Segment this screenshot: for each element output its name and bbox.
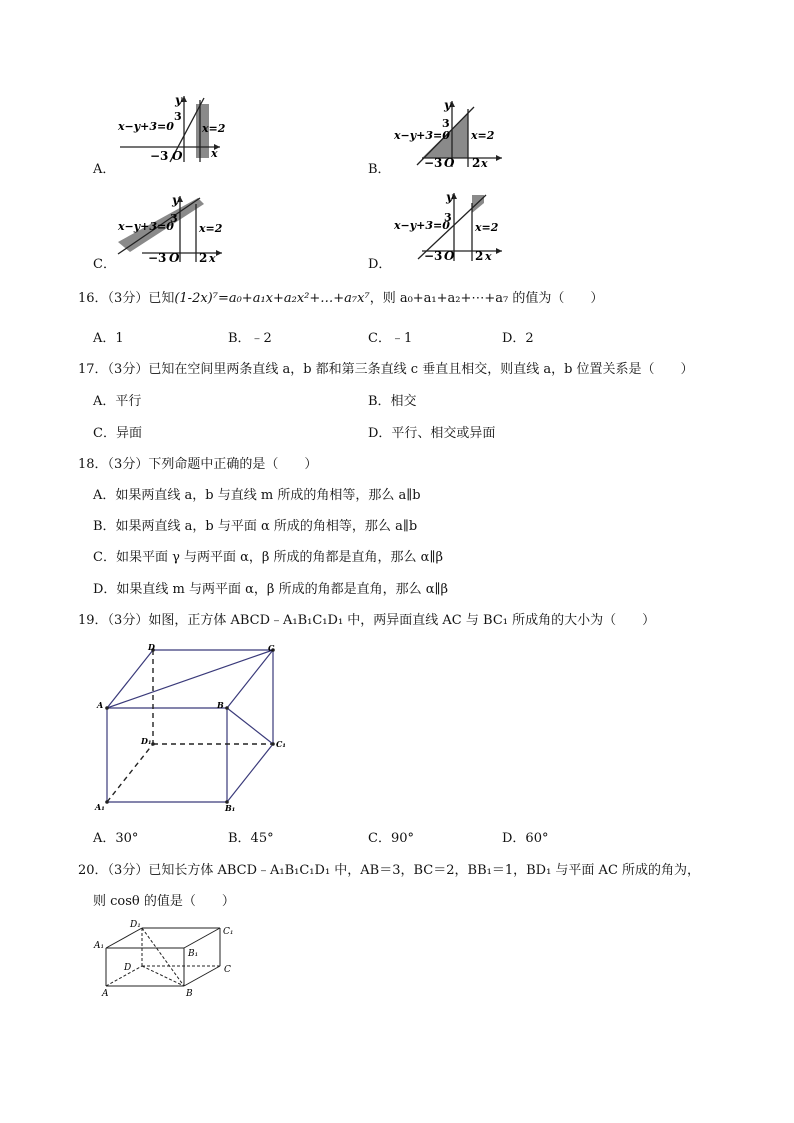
svg-text:x: x xyxy=(211,147,218,160)
svg-text:x=2: x=2 xyxy=(471,129,495,142)
option-a-graph xyxy=(112,90,232,165)
q19-cube-figure xyxy=(90,640,300,820)
svg-text:B₁: B₁ xyxy=(225,803,236,813)
q19-option-d: D．60° xyxy=(502,831,549,846)
svg-text:O: O xyxy=(169,251,180,265)
q20-stem-line1: 20．（3分）已知长方体 ABCD﹣A₁B₁C₁D₁ 中，AB＝3，BC＝2，BB₁＝1，BD₁ 与平面 AC 所成的角为， xyxy=(78,863,701,878)
svg-text:−3: −3 xyxy=(148,251,167,265)
svg-text:x=2: x=2 xyxy=(199,222,223,235)
svg-text:x−y+3=0: x−y+3=0 xyxy=(118,120,174,133)
svg-text:O: O xyxy=(444,156,455,170)
svg-text:3: 3 xyxy=(170,212,178,225)
svg-text:D₁: D₁ xyxy=(141,736,152,746)
svg-text:A: A xyxy=(97,700,104,710)
svg-text:A₁: A₁ xyxy=(95,802,105,812)
svg-text:O: O xyxy=(172,149,183,163)
svg-text:x−y+3=0: x−y+3=0 xyxy=(118,220,174,233)
svg-text:D: D xyxy=(148,642,155,652)
svg-text:O: O xyxy=(444,249,455,263)
q19-option-a: A．30° xyxy=(93,831,139,846)
option-b-graph xyxy=(392,95,512,170)
svg-text:x−y+3=0: x−y+3=0 xyxy=(394,219,450,232)
option-d-graph xyxy=(392,185,512,265)
option-c-letter: C． xyxy=(93,257,116,272)
q16-option-c: C．﹣1 xyxy=(368,331,413,346)
q16-formula: (1-2x)⁷=a₀+a₁x+a₂x²+…+a₇x⁷ xyxy=(174,291,370,306)
svg-text:2: 2 xyxy=(475,249,484,263)
svg-text:x=2: x=2 xyxy=(202,122,226,135)
svg-text:y: y xyxy=(446,190,453,204)
q18-option-b: B．如果两直线 a，b 与平面 α 所成的角相等，那么 a∥b xyxy=(93,519,418,534)
svg-text:C₁: C₁ xyxy=(223,927,234,937)
svg-text:x=2: x=2 xyxy=(475,221,499,234)
svg-text:A₁: A₁ xyxy=(94,941,105,951)
q20-box-figure xyxy=(92,918,252,1000)
svg-text:y: y xyxy=(175,93,182,107)
svg-text:−3: −3 xyxy=(424,156,443,170)
q17-stem: 17．（3分）已知在空间里两条直线 a，b 都和第三条直线 c 垂直且相交，则直线 a，b 位置关系是（ ） xyxy=(78,362,694,377)
svg-text:x: x xyxy=(481,157,488,170)
q16-option-b: B．﹣2 xyxy=(228,331,272,346)
q18-option-a: A．如果两直线 a，b 与直线 m 所成的角相等，那么 a∥b xyxy=(93,488,421,503)
svg-text:−3: −3 xyxy=(150,149,169,163)
q17-option-d: D．平行、相交或异面 xyxy=(368,426,496,441)
option-a-letter: A． xyxy=(93,162,116,177)
q17-option-a: A．平行 xyxy=(93,394,142,409)
svg-text:D₁: D₁ xyxy=(130,920,141,930)
option-b-letter: B． xyxy=(368,162,391,177)
svg-text:B: B xyxy=(186,989,193,999)
svg-text:x−y+3=0: x−y+3=0 xyxy=(394,129,450,142)
q16-option-d: D．2 xyxy=(502,331,534,346)
svg-text:C: C xyxy=(224,965,231,975)
q19-option-b: B．45° xyxy=(228,831,274,846)
svg-text:D: D xyxy=(124,963,132,973)
q16-stem: 16．（3分）已知(1-2x)⁷=a₀+a₁x+a₂x²+…+a₇x⁷，则 a₀+a₁+a₂+⋯+a₇ 的值为（ ） xyxy=(78,291,604,306)
q19-stem: 19．（3分）如图，正方体 ABCD﹣A₁B₁C₁D₁ 中，两异面直线 AC 与 BC₁ 所成角的大小为（ ） xyxy=(78,613,656,628)
q20-stem-line2: 则 cosθ 的值是（ ） xyxy=(93,894,235,909)
svg-text:2: 2 xyxy=(472,156,481,170)
option-d-letter: D． xyxy=(368,257,392,272)
svg-text:2: 2 xyxy=(199,251,208,265)
svg-text:3: 3 xyxy=(444,211,452,224)
q16-option-a: A．1 xyxy=(93,331,124,346)
svg-text:3: 3 xyxy=(442,117,450,130)
svg-text:y: y xyxy=(172,193,179,207)
svg-text:B: B xyxy=(217,700,224,710)
q17-option-c: C．异面 xyxy=(93,426,142,441)
svg-text:3: 3 xyxy=(174,110,182,123)
q18-option-d: D．如果直线 m 与两平面 α，β 所成的角都是直角，那么 α∥β xyxy=(93,582,449,597)
option-c-graph xyxy=(112,190,232,265)
svg-text:x: x xyxy=(209,252,216,265)
svg-text:y: y xyxy=(444,98,451,112)
svg-text:C₁: C₁ xyxy=(276,739,286,749)
q19-option-c: C．90° xyxy=(368,831,414,846)
svg-text:C: C xyxy=(268,643,275,653)
svg-text:−3: −3 xyxy=(424,249,443,263)
q18-option-c: C．如果平面 γ 与两平面 α，β 所成的角都是直角，那么 α∥β xyxy=(93,550,443,565)
q18-stem: 18．（3分）下列命题中正确的是（ ） xyxy=(78,457,318,472)
svg-text:x: x xyxy=(485,250,492,263)
svg-text:A: A xyxy=(102,989,109,999)
svg-text:B₁: B₁ xyxy=(188,949,199,959)
q17-option-b: B．相交 xyxy=(368,394,417,409)
